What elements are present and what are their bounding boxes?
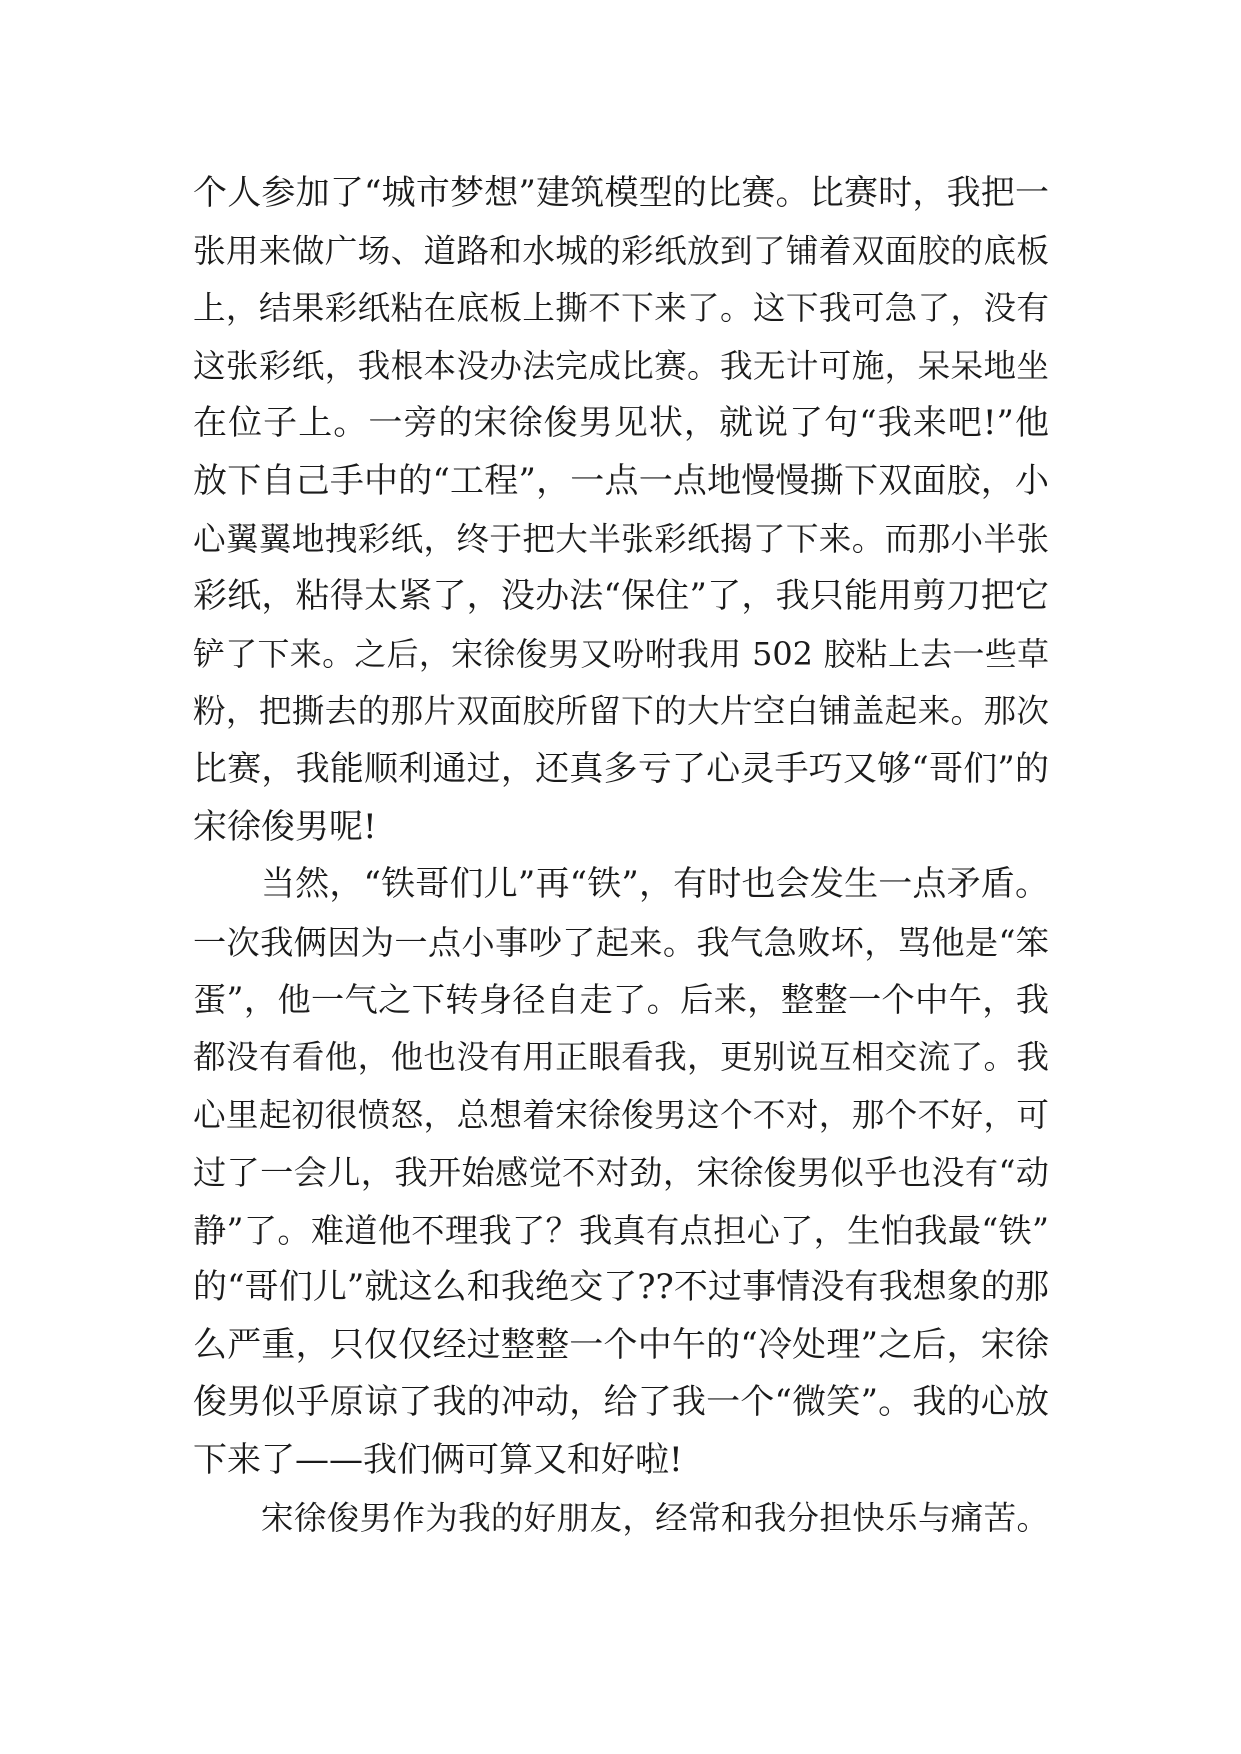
text-line: 都没有看他，他也没有用正眼看我，更别说互相交流了。我: [193, 1037, 1049, 1076]
text-line: 个人参加了“城市梦想”建筑模型的比赛。比赛时，我把一: [193, 173, 1049, 213]
paragraph-first-line: 当然，“铁哥们儿”再“铁”，有时也会发生一点矛盾。: [261, 864, 1049, 905]
text-line: 心翼翼地拽彩纸，终于把大半张彩纸揭了下来。而那小半张: [193, 519, 1049, 558]
text-line: 过了一会儿，我开始感觉不对劲，宋徐俊男似乎也没有“动: [193, 1153, 1049, 1193]
text-line: 彩纸，粘得太紧了，没办法“保住”了，我只能用剪刀把它: [193, 576, 1049, 617]
paragraph-last-line: 宋徐俊男呢!: [193, 806, 377, 847]
text-line: 蛋”，他一气之下转身径自走了。后来，整整一个中午，我: [193, 980, 1049, 1020]
text-line: 的“哥们儿”就这么和我绝交了??不过事情没有我想象的那: [193, 1267, 1049, 1308]
text-line: 张用来做广场、道路和水城的彩纸放到了铺着双面胶的底板: [193, 231, 1049, 270]
text-line: 在位子上。一旁的宋徐俊男见状，就说了句“我来吧!”他: [193, 403, 1049, 444]
text-line: 上，结果彩纸粘在底板上撕不下来了。这下我可急了，没有: [193, 289, 1049, 328]
text-line: 放下自己手中的“工程”，一点一点地慢慢撕下双面胶，小: [193, 460, 1049, 501]
text-line: 静”了。难道他不理我了？我真有点担心了，生怕我最“铁”: [193, 1210, 1049, 1250]
text-line: 比赛，我能顺利通过，还真多亏了心灵手巧又够“哥们”的: [193, 748, 1049, 789]
text-line: 么严重，只仅仅经过整整一个中午的“冷处理”之后，宋徐: [193, 1324, 1049, 1365]
text-line: 一次我俩因为一点小事吵了起来。我气急败坏，骂他是“笨: [193, 922, 1049, 962]
text-line: 俊男似乎原谅了我的冲动，给了我一个“微笑”。我的心放: [193, 1382, 1049, 1423]
text-line: 这张彩纸，我根本没办法完成比赛。我无计可施，呆呆地坐: [193, 346, 1049, 385]
body-text: [193, 165, 1049, 1547]
paragraph-first-line: 宋徐俊男作为我的好朋友，经常和我分担快乐与痛苦。: [261, 1498, 1049, 1537]
text-line: 心里起初很愤怒，总想着宋徐俊男这个不对，那个不好，可: [193, 1095, 1049, 1134]
text-line: 铲了下来。之后，宋徐俊男又吩咐我用 502 胶粘上去一些草: [193, 634, 1049, 673]
text-line: 粉，把撕去的那片双面胶所留下的大片空白铺盖起来。那次: [193, 692, 1049, 731]
paragraph-last-line: 下来了——我们俩可算又和好啦!: [193, 1440, 683, 1481]
